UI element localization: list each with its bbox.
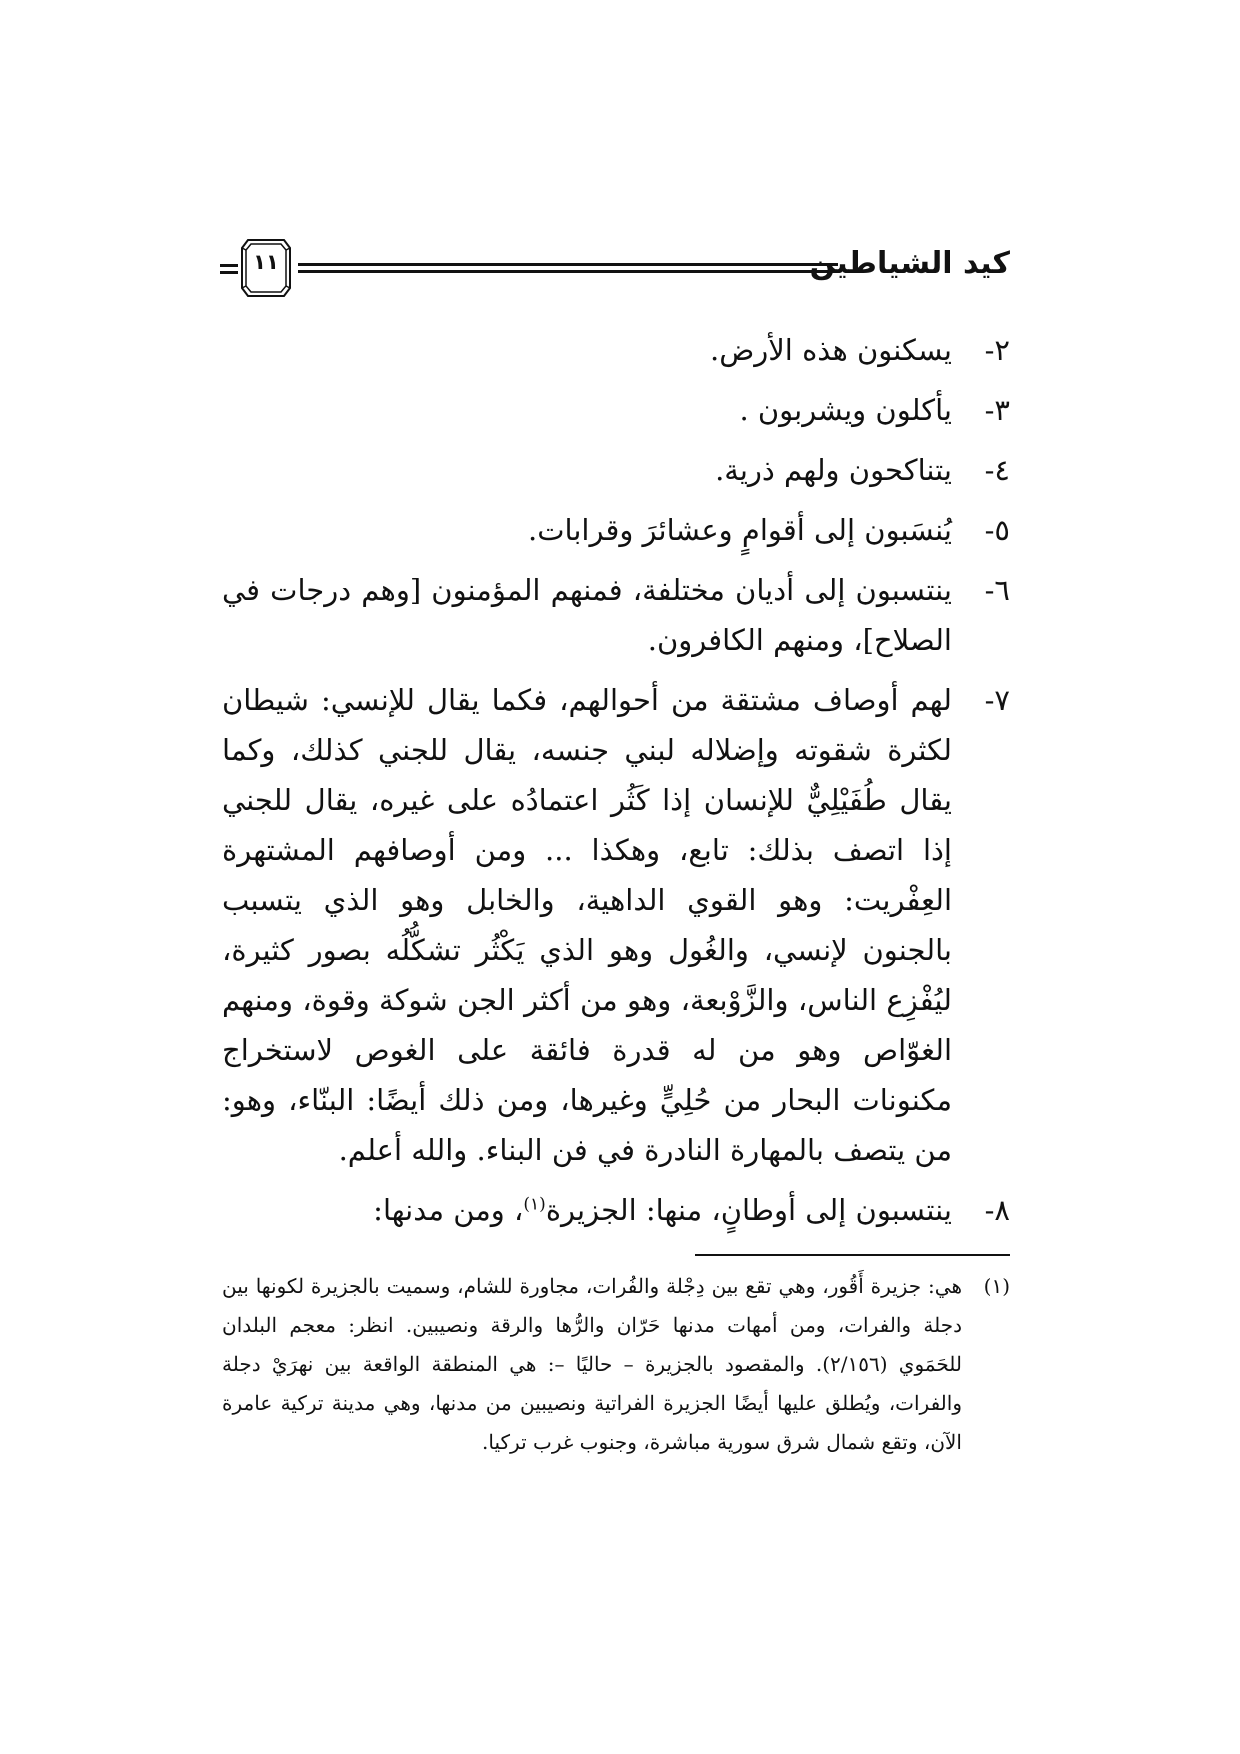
footnote-separator [695, 1254, 1010, 1256]
list-item-text: يسكنون هذه الأرض. [709, 333, 952, 367]
list-item-text: يأكلون ويشربون . [739, 393, 952, 427]
list-item-number: ٥- [984, 513, 1010, 547]
list-item [222, 565, 1010, 665]
page-number: ١١ [253, 250, 279, 274]
list-item-number: ٤- [984, 453, 1010, 487]
list-item-text: ينتسبون إلى أديان مختلفة، فمنهم المؤمنون [وهم درجات في الصلاح]، ومنهم الكافرون. [222, 573, 952, 657]
list-item-number: ٦- [984, 573, 1010, 607]
page-number-frame [240, 238, 292, 298]
page-header [240, 238, 1010, 304]
footnote [222, 1267, 1010, 1462]
running-title: كيد الشياطين [809, 246, 1010, 281]
list-item-text: يتناكحون ولهم ذرية. [715, 453, 952, 487]
list-item-text: لهم أوصاف مشتقة من أحوالهم، فكما يقال للإنسي: شيطان لكثرة شقوته وإضلاله لبني جنسه، يقال للجني كذلك، وكما يقال طُفَيْلِيٌّ للإنسان إذا كَثُر اعتمادُه على غيره، يقال للجني إذا اتصف بذلك: تابع، وهكذا ... ومن أوصافهم المشتهرة العِفْريت: وهو القوي الداهية، والخابل وهو الذي يتسبب بالجنون لإنسي، والغُول وهو الذي يَكْثُر تشكُّلُه بصور كثيرة، ليُفْزِع الناس، والزَّوْبعة، وهو من أكثر الجن شوكة وقوة، ومنهم الغوّاص وهو من له قدرة فائقة على الغوص لاستخراج مكنونات البحار من حُلِيٍّ وغيرها، ومن ذلك أيضًا: البنّاء، وهو: من يتصف بالمهارة النادرة في فن البناء. والله أعلم. [222, 683, 952, 1167]
list-item-number: ٢- [984, 333, 1010, 367]
list-item-text [373, 1193, 952, 1227]
header-rule-long [298, 263, 838, 274]
list-item-number: ٧- [984, 683, 1010, 717]
list-item [222, 1185, 1010, 1235]
list-item-text: يُنسَبون إلى أقوامٍ وعشائرَ وقرابات. [527, 513, 952, 547]
footnote-text: هي: جزيرة أَقُور، وهي تقع بين دِجْلة والفُرات، مجاورة للشام، وسميت بالجزيرة لكونها بين دجلة والفرات، ومن أمهات مدنها حَرّان والرُّها والرقة ونصيبين. انظر: معجم البلدان للحَمَوي (٢/١٥٦). والمقصود بالجزيرة – حاليًا –: هي المنطقة الواقعة بين نهرَيْ دجلة والفرات، ويُطلق عليها أيضًا الجزيرة الفراتية ونصيبين من مدنها، وهي مدينة تركية عامرة الآن، وتقع شمال شرق سورية مباشرة، وجنوب غرب تركيا. [222, 1274, 962, 1454]
header-rule-short [220, 264, 238, 274]
list-item [222, 385, 1010, 435]
list-item-number: ٣- [984, 393, 1010, 427]
list-item [222, 505, 1010, 555]
list-item-text-part: ينتسبون إلى أوطانٍ، منها: الجزيرة [545, 1193, 952, 1227]
list-item [222, 445, 1010, 495]
list-item-number: ٨- [984, 1193, 1010, 1227]
footnote-reference[interactable]: (١) [523, 1194, 546, 1215]
list-item-text-part: ، ومن مدنها: [373, 1193, 524, 1227]
main-text [222, 325, 1010, 1245]
list-item [222, 325, 1010, 375]
list-item [222, 675, 1010, 1175]
footnote-number: (١) [983, 1274, 1010, 1298]
